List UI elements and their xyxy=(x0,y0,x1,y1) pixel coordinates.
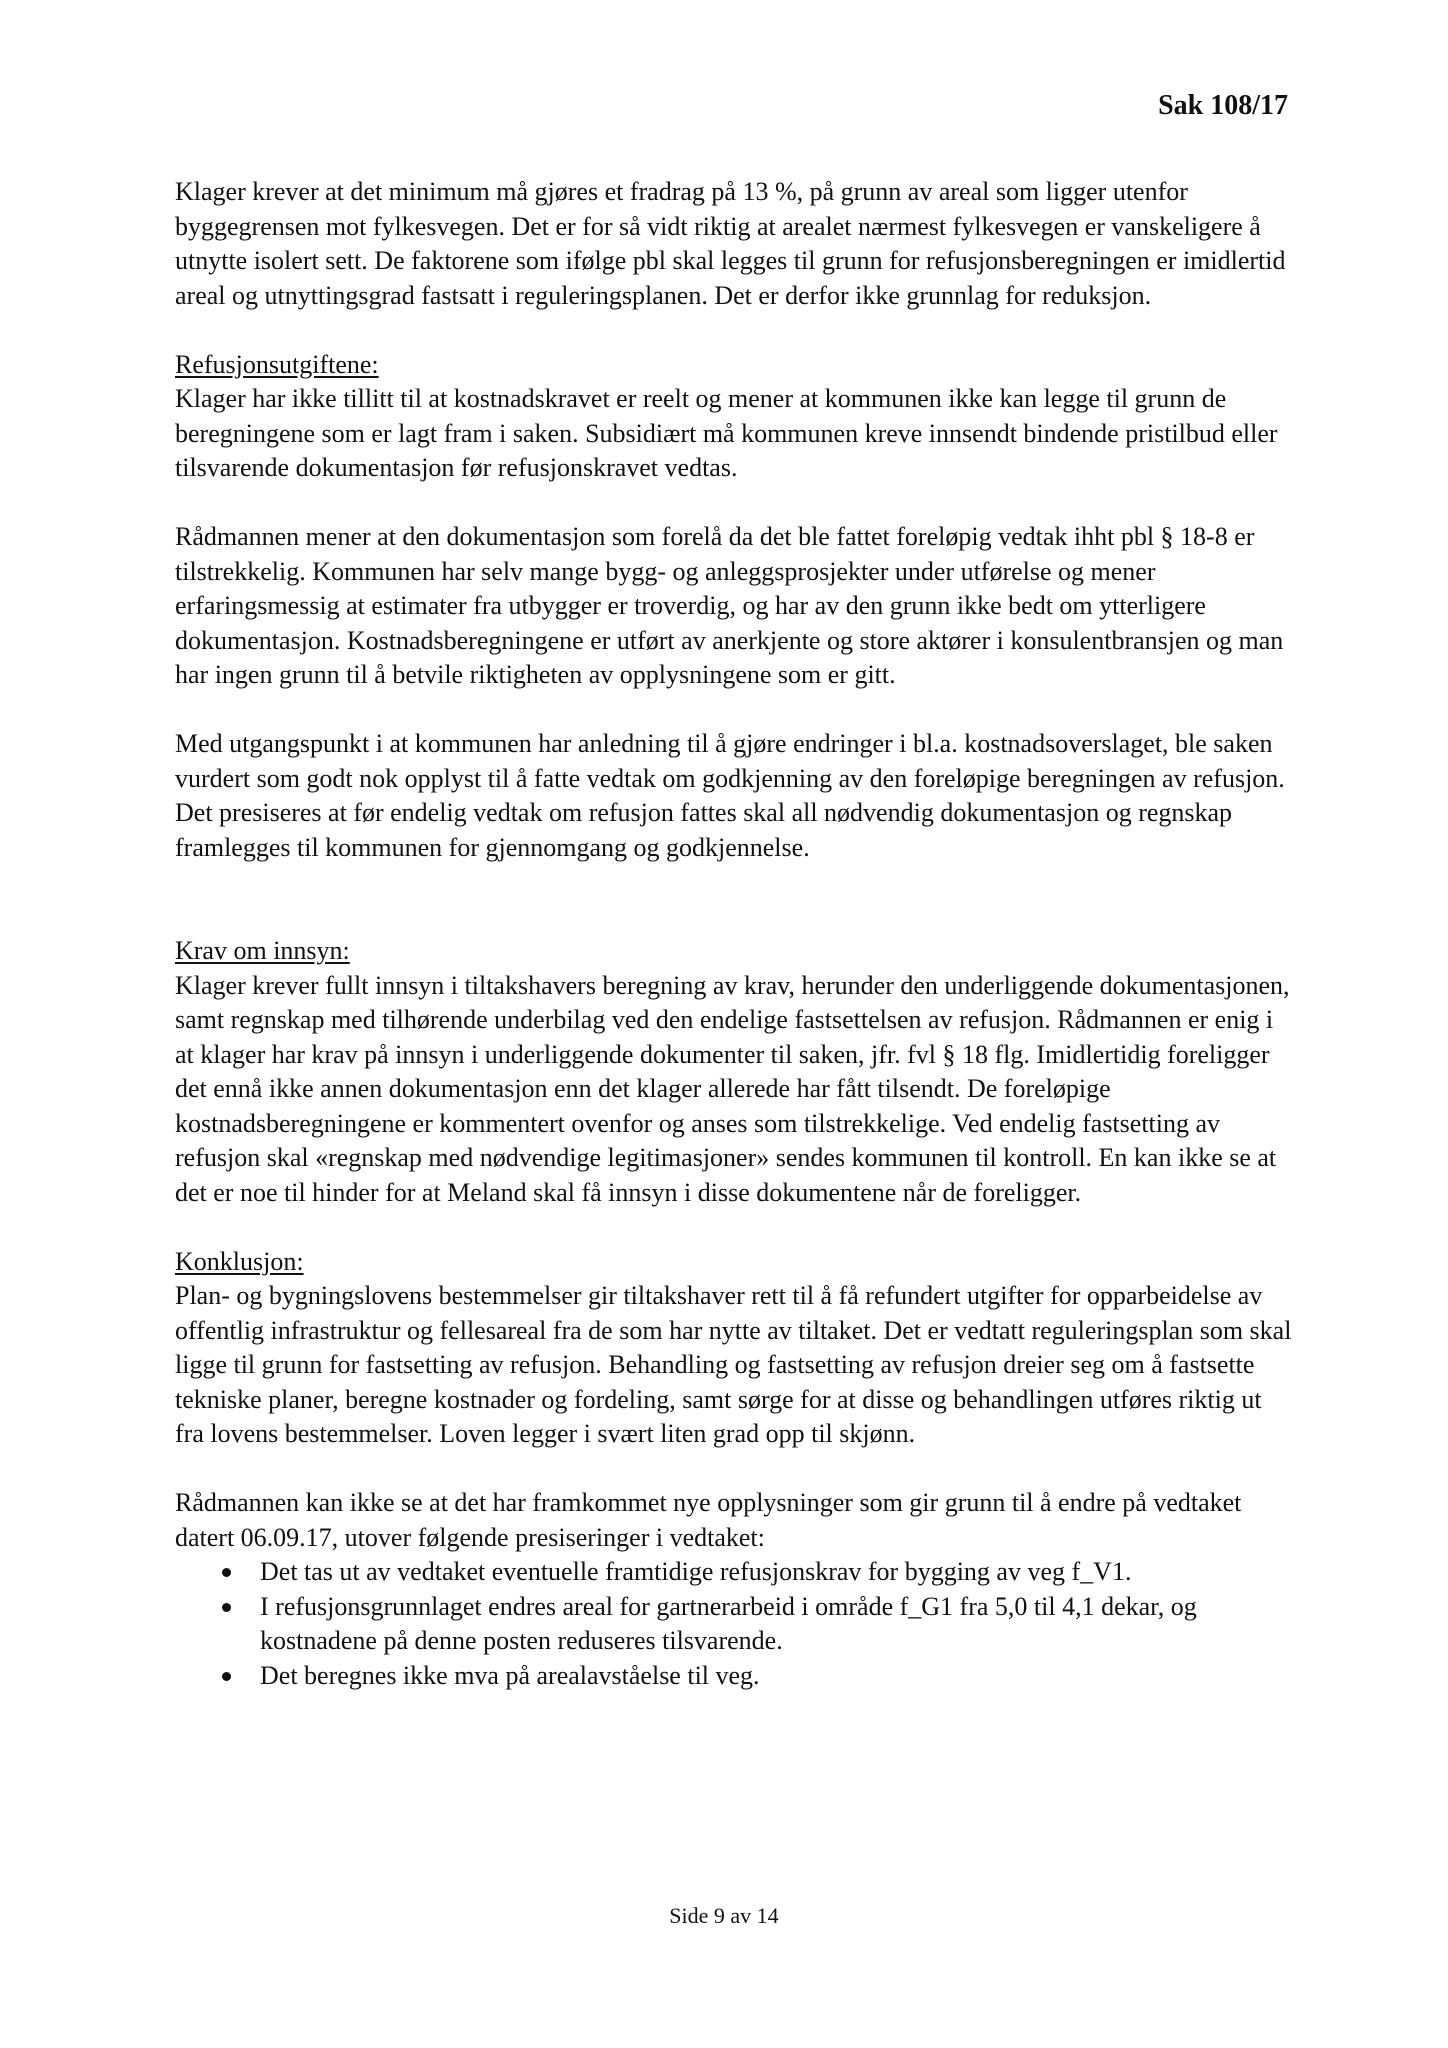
spacer xyxy=(175,865,1295,934)
spacer xyxy=(175,1210,1295,1245)
list-item xyxy=(175,1555,1295,1590)
list-item xyxy=(175,1590,1295,1659)
page-number: Side 9 av 14 xyxy=(669,1903,779,1928)
bullet-icon xyxy=(222,1568,231,1577)
list-item xyxy=(175,1659,1295,1694)
section-heading-konklusjon: Konklusjon: xyxy=(175,1246,304,1276)
document-body xyxy=(175,175,1295,1693)
paragraph-konklusjon: Plan- og bygningslovens bestemmelser gir tiltakshaver rett til å få refundert utgifter for opparbeidelse av offentlig infrastruktur og fellesareal fra de som har nytte av tiltaket. Det er vedtatt reguleringsplan som skal ligge til grunn for fastsetting av refusjon. Behandling og fastsetting av refusjon dreier seg om å fastsette tekniske planer, beregne kostnader og fordeling, samt sørge for at disse og behandlingen utføres riktig ut fra lovens bestemmelser. Loven legger i svært liten grad opp til skjønn. xyxy=(175,1281,1292,1448)
bullet-icon xyxy=(222,1603,231,1612)
list-item-text: Det tas ut av vedtaket eventuelle framtidige refusjonskrav for bygging av veg f_V1. xyxy=(260,1557,1132,1586)
spacer xyxy=(175,1452,1295,1487)
presiseringer-list xyxy=(175,1555,1295,1693)
paragraph-klager-tillit: Klager har ikke tillitt til at kostnadskravet er reelt og mener at kommunen ikke kan legge til grunn de beregningene som er lagt fram i saken. Subsidiært må kommunen kreve innsendt bindende pristilbud eller tilsvarende dokumentasjon før refusjonskravet vedtas. xyxy=(175,384,1278,482)
paragraph-innsyn: Klager krever fullt innsyn i tiltakshavers beregning av krav, herunder den underliggende dokumentasjonen, samt regnskap med tilhørende underbilag ved den endelige fastsettelsen av refusjon. Rådmannen er enig i at klager har krav på innsyn i underliggende dokumenter til saken, jfr. fvl § 18 flg. Imidlertidig foreligger det ennå ikke annen dokumentasjon enn det klager allerede har fått tilsendt. De foreløpige kostnadsberegningene er kommentert ovenfor og anses som tilstrekkelige. Ved endelig fastsetting av refusjon skal «regnskap med nødvendige legitimasjoner» sendes kommunen til kontroll. En kan ikke se at det er noe til hinder for at Meland skal få innsyn i disse dokumentene når de foreligger. xyxy=(175,970,1290,1207)
case-number: Sak 108/17 xyxy=(1158,90,1288,121)
section-heading-refusjonsutgiftene: Refusjonsutgiftene: xyxy=(175,349,379,379)
list-item-text: Det beregnes ikke mva på arealavståelse til veg. xyxy=(260,1660,760,1690)
paragraph-fradrag: Klager krever at det minimum må gjøres et fradrag på 13 %, på grunn av areal som ligger utenfor byggegrensen mot fylkesvegen. Det er for så vidt riktig at arealet nærmest fylkesvegen er vanskeligere å utnytte isolert sett. De faktorene som ifølge pbl skal legges til grunn for refusjonsberegningen er imidlertid areal og utnyttingsgrad fastsatt i reguleringsplanen. Det er derfor ikke grunnlag for reduksjon. xyxy=(175,177,1286,310)
bullet-icon xyxy=(222,1672,231,1681)
section-heading-krav-om-innsyn: Krav om innsyn: xyxy=(175,936,350,965)
spacer xyxy=(175,486,1295,521)
paragraph-utgangspunkt: Med utgangspunkt i at kommunen har anledning til å gjøre endringer i bl.a. kostnadsoverslaget, ble saken vurdert som godt nok opplyst til å fatte vedtak om godkjenning av den foreløpige beregningen av refusjon. Det presiseres at før endelig vedtak om refusjon fattes skal all nødvendig dokumentasjon og regnskap framlegges til kommunen for gjennomgang og godkjennelse. xyxy=(175,729,1285,862)
list-item-text: I refusjonsgrunnlaget endres areal for gartnerarbeid i område f_G1 fra 5,0 til 4,1 dekar, og kostnadene på denne posten reduseres tilsvarende. xyxy=(260,1591,1197,1655)
spacer xyxy=(175,313,1295,348)
spacer xyxy=(175,693,1295,728)
paragraph-presiseringer-intro: Rådmannen kan ikke se at det har framkommet nye opplysninger som gir grunn til å endre på vedtaket datert 06.09.17, utover følgende presiseringer i vedtaket: xyxy=(175,1488,1242,1552)
paragraph-radmannen-dokumentasjon: Rådmannen mener at den dokumentasjon som forelå da det ble fattet foreløpig vedtak ihht pbl § 18-8 er tilstrekkelig. Kommunen har selv mange bygg- og anleggsprosjekter under utførelse og mener erfaringsmessig at estimater fra utbygger er troverdig, og har av den grunn ikke bedt om ytterligere dokumentasjon. Kostnadsberegningene er utført av anerkjente og store aktører i konsulentbransjen og man har ingen grunn til å betvile riktigheten av opplysningene som er gitt. xyxy=(175,522,1284,689)
